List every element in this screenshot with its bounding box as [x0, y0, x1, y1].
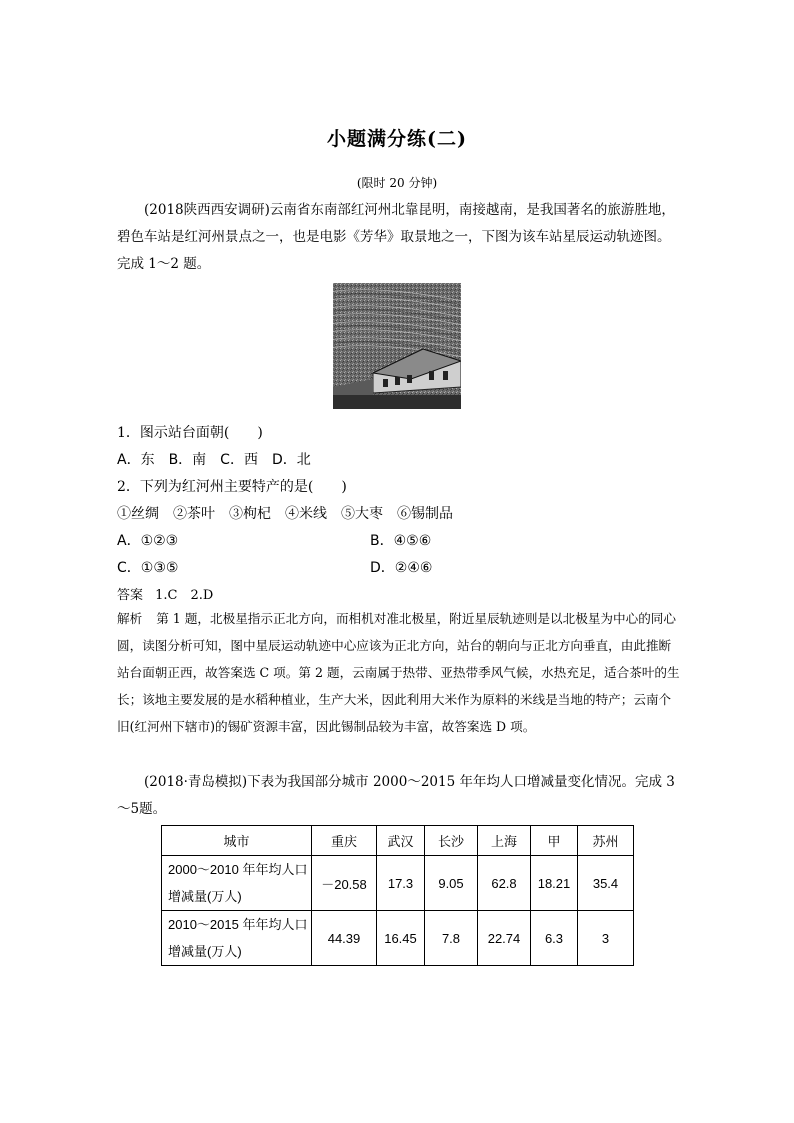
table-cell: 3 [578, 911, 634, 966]
star-trail-station-image [333, 283, 461, 409]
explanation-text: 第 1 题，北极星指示正北方向，而相机对准北极星，附近星辰轨迹则是以北极星为中心的同心圆，读图分析可知，图中星辰运动轨迹中心应该为正北方向，站台的朝向与正北方向垂直，由此推断站台面朝正西，故答案选 C 项。第 2 题，云南属于热带、亚热带季风气候，水热充足，适合茶叶的生长；该地主要发展的是水稻种植业，生产大米，因此利用大米作为原料的米线是当地的特产；云南个旧(红河州下辖市)的锡矿资源丰富，因此锡制品较为丰富，故答案选 D 项。 [117, 611, 680, 734]
table-cell: 9.05 [425, 856, 478, 911]
question-2-stem: 2．下列为红河州主要特产的是( ) [117, 479, 347, 495]
table-header-cell: 甲 [531, 826, 578, 856]
question-1-options: A．东 B．南 C．西 D．北 [117, 452, 311, 468]
table-row-label: 2000～2010 年年均人口增减量(万人) [162, 856, 312, 911]
table-cell: 35.4 [578, 856, 634, 911]
question-2-option-d: D．②④⑥ [370, 560, 433, 576]
intro-paragraph-2: (2018·青岛模拟)下表为我国部分城市 2000～2015 年年均人口增减量变化情况。完成 3～5题。 [117, 774, 675, 817]
table-cell: 7.8 [425, 911, 478, 966]
table-cell: 62.8 [478, 856, 531, 911]
table-cell: 16.45 [377, 911, 425, 966]
table-header-cell: 重庆 [312, 826, 377, 856]
intro-paragraph-1: (2018陕西西安调研)云南省东南部红河州北靠昆明，南接越南，是我国著名的旅游胜地，碧色车站是红河州景点之一，也是电影《芳华》取景地之一，下图为该车站星辰运动轨迹图。完成 1～2 题。 [117, 202, 675, 272]
table-header-cell: 上海 [478, 826, 531, 856]
question-2-option-a: A．①②③ [117, 533, 179, 549]
question-2-option-b: B．④⑤⑥ [370, 533, 432, 549]
table-row [162, 856, 634, 911]
table-cell: 6.3 [531, 911, 578, 966]
question-1-stem: 1．图示站台面朝( ) [117, 425, 263, 441]
table-cell: 18.21 [531, 856, 578, 911]
table-header-cell: 苏州 [578, 826, 634, 856]
star-trail-photo [333, 283, 461, 409]
table-header-row [162, 826, 634, 856]
population-table [161, 825, 634, 966]
answer-label: 答案 [117, 588, 144, 603]
answer-value: 1.C 2.D [155, 588, 214, 603]
table-header-cell: 武汉 [377, 826, 425, 856]
table-cell: 44.39 [312, 911, 377, 966]
table-row [162, 911, 634, 966]
question-2-option-c: C．①③⑤ [117, 560, 179, 576]
page-title: 小题满分练(二) [327, 128, 467, 150]
table-row-label: 2010～2015 年年均人口增减量(万人) [162, 911, 312, 966]
time-limit: (限时 20 分钟) [356, 176, 438, 190]
question-2-items: ①丝绸 ②茶叶 ③枸杞 ④米线 ⑤大枣 ⑥锡制品 [117, 506, 453, 522]
table-cell: －20.58 [312, 856, 377, 911]
table-header-cell: 长沙 [425, 826, 478, 856]
table-cell: 17.3 [377, 856, 425, 911]
explanation-label: 解析 [117, 611, 143, 626]
explanation [117, 605, 683, 740]
table-header-cell: 城市 [162, 826, 312, 856]
answer-line [117, 584, 213, 603]
table-cell: 22.74 [478, 911, 531, 966]
